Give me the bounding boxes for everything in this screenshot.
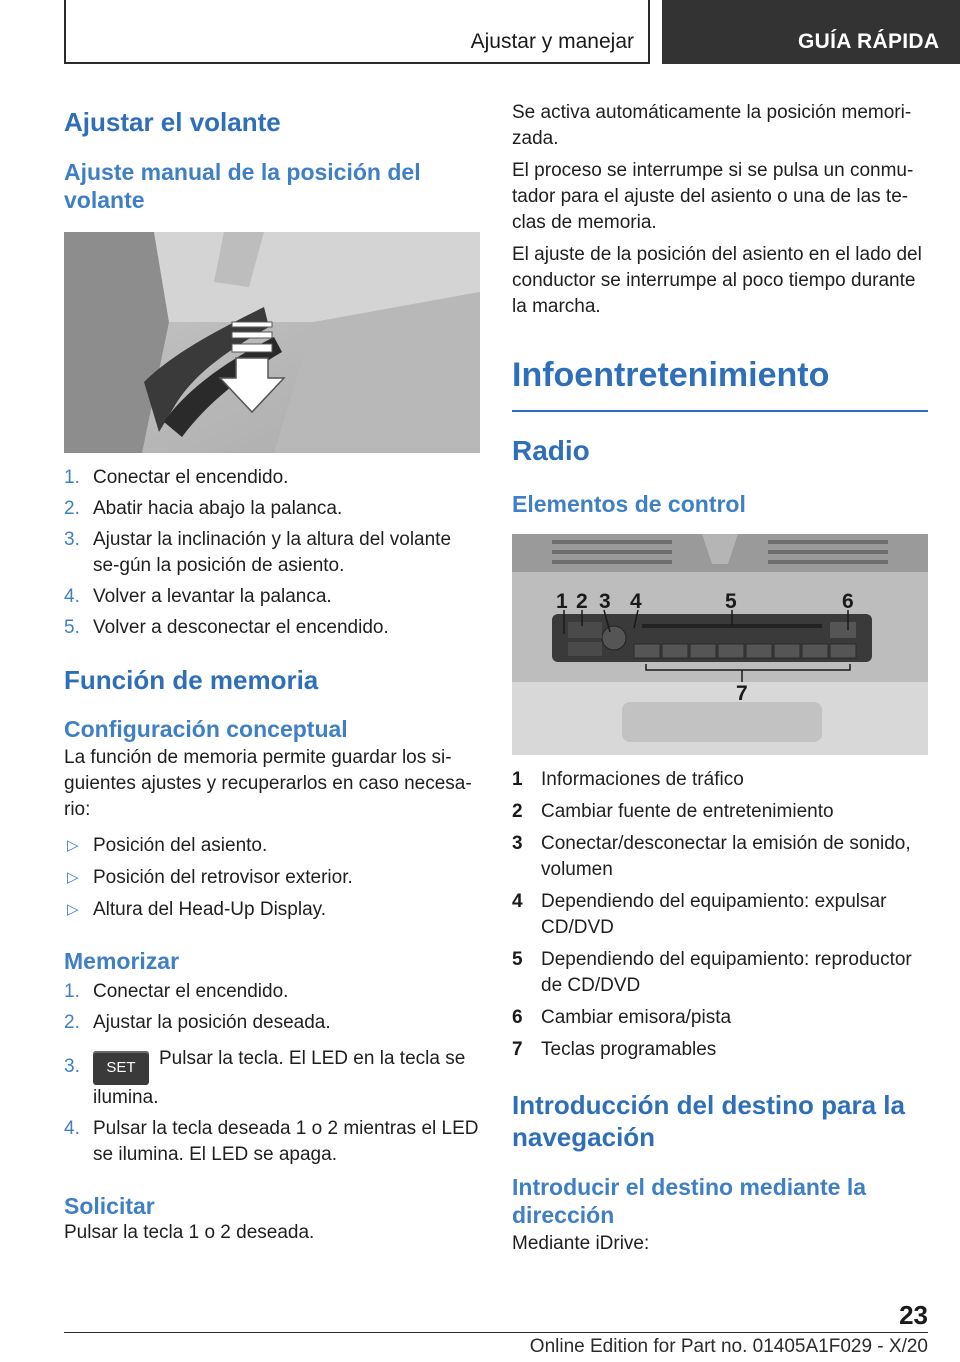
radio-panel-drawing	[512, 534, 928, 755]
request-paragraph: Pulsar la tecla 1 o 2 deseada.	[64, 1222, 315, 1243]
subsection-controls: Elementos de control	[512, 491, 746, 517]
list-item: 1. Conectar el encendido.	[64, 467, 289, 488]
triangle-bullet-icon: ▷	[67, 869, 79, 886]
callout-1: 1	[556, 590, 568, 613]
callout-6: 6	[842, 590, 854, 613]
triangle-bullet-icon: ▷	[67, 901, 79, 918]
subsection-address: Introducir el destino mediante la dirección	[512, 1174, 867, 1228]
list-item: ▷ Posición del asiento.	[64, 833, 482, 859]
list-item: 3 Conectar/desconectar la emisión de sonido, volumen	[512, 833, 911, 880]
list-item: 1. Conectar el encendido.	[64, 981, 289, 1002]
page-number: 23	[899, 1300, 928, 1330]
footer-edition: Online Edition for Part no. 01405A1F029 - X/20	[529, 1336, 928, 1357]
list-item: 7 Teclas programables	[512, 1039, 717, 1060]
steering-lever-drawing	[64, 232, 480, 453]
chapter-divider	[512, 410, 928, 412]
list-item: 6 Cambiar emisora/pista	[512, 1007, 732, 1028]
section-title-destination: Introducción del destino para la navegación	[512, 1090, 905, 1152]
callout-2: 2	[576, 590, 588, 613]
triangle-bullet-icon: ▷	[67, 837, 79, 854]
memory-paragraph: El ajuste de la posición del asiento en el lado del conductor se interrumpe al poco tiempo durante la marcha.	[512, 244, 922, 317]
radio-controls-list	[512, 767, 928, 1063]
subsection-manual-adjust: Ajuste manual de la posición del volante	[64, 159, 421, 213]
header-tab-quick-guide	[662, 0, 960, 64]
list-item: 2 Cambiar fuente de entretenimiento	[512, 801, 834, 822]
list-item: 4. Pulsar la tecla deseada 1 o 2 mientras el LED se ilumina. El LED se apaga.	[64, 1118, 479, 1165]
memory-paragraph: El proceso se interrumpe si se pulsa un conmu‐tador para el ajuste del asiento o una de las te‐clas de memoria.	[512, 160, 914, 233]
callout-4: 4	[630, 590, 642, 613]
steering-steps-list	[64, 465, 482, 641]
header-frame	[64, 0, 650, 64]
header-section-title: Ajustar y manejar	[470, 30, 634, 53]
set-key-icon: SET	[93, 1051, 149, 1085]
chapter-title-infotainment: Infoentretenimiento	[512, 356, 830, 394]
section-title-steering: Ajustar el volante	[64, 107, 281, 137]
list-item: 5. Volver a desconectar el encendido.	[64, 617, 389, 638]
list-item: 5 Dependiendo del equipamiento: reproductor de CD/DVD	[512, 949, 912, 996]
section-title-radio: Radio	[512, 435, 590, 466]
list-item: ▷ Altura del Head-Up Display.	[64, 897, 482, 923]
callout-3: 3	[599, 590, 611, 613]
memory-items-list	[64, 833, 482, 923]
left-column	[64, 100, 482, 1246]
address-paragraph: Mediante iDrive:	[512, 1233, 650, 1254]
list-item: 4. Volver a levantar la palanca.	[64, 586, 332, 607]
list-item: 4 Dependiendo del equipamiento: expulsar CD/DVD	[512, 891, 887, 938]
radio-controls-illustration	[512, 534, 928, 755]
steering-lever-illustration	[64, 232, 480, 453]
list-item: 1 Informaciones de tráfico	[512, 769, 744, 790]
list-item: 2. Abatir hacia abajo la palanca.	[64, 498, 343, 519]
section-title-memory: Función de memoria	[64, 665, 319, 695]
subsection-request: Solicitar	[64, 1193, 155, 1219]
right-column	[512, 100, 928, 1257]
subsection-memorize: Memorizar	[64, 948, 180, 974]
list-item: ▷ Posición del retrovisor exterior.	[64, 865, 482, 891]
subsection-concept: Configuración conceptual	[64, 716, 348, 742]
list-item: 2. Ajustar la posición deseada.	[64, 1012, 331, 1033]
list-item: 3. SET Pulsar la tecla. El LED en la tecla se ilumina.	[64, 1048, 466, 1108]
list-item: 3. Ajustar la inclinación y la altura del volante se‐gún la posición de asiento.	[64, 529, 452, 576]
footer-rule	[64, 1332, 928, 1333]
callout-7: 7	[736, 682, 748, 705]
concept-paragraph: La función de memoria permite guardar los si‐guientes ajustes y recuperarlos en caso necesa‐rio:	[64, 747, 472, 820]
header-tab-label: GUÍA RÁPIDA	[798, 30, 940, 53]
callout-5: 5	[725, 590, 737, 613]
memorize-steps-list	[64, 979, 482, 1168]
memory-paragraph: Se activa automáticamente la posición memori‐zada.	[512, 102, 912, 149]
